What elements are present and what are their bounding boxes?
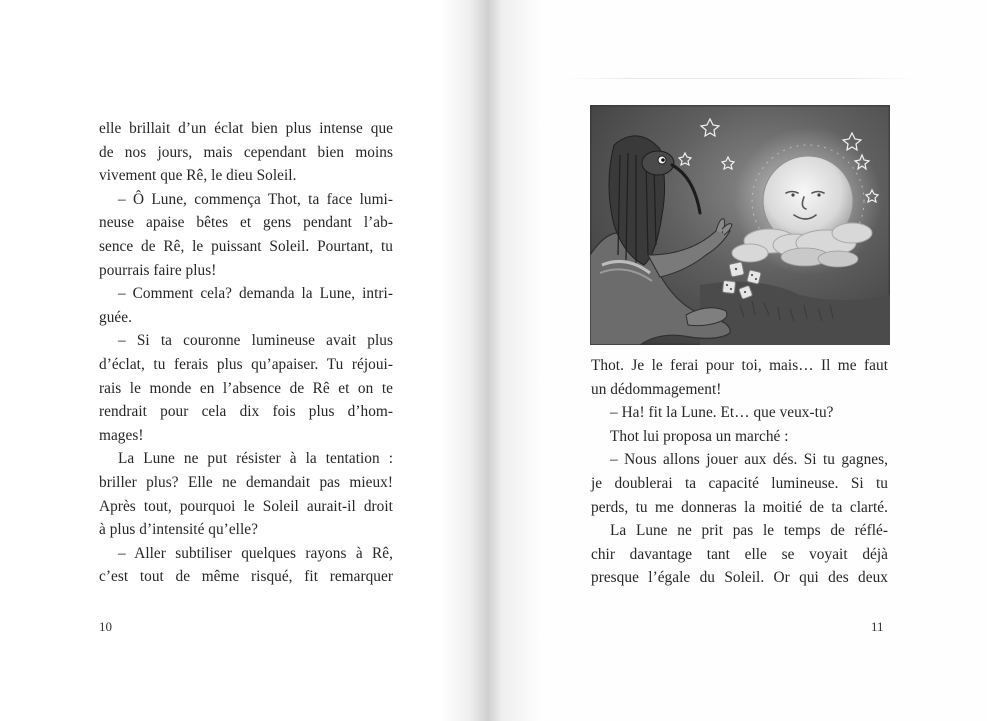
text-line: neuse apaise bêtes et gens pendant l’ab- (99, 214, 393, 232)
text-line: – Si ta couronne lumineuse avait plus (118, 332, 393, 350)
left-page-text (99, 117, 393, 589)
text-line: – Nous allons jouer aux dés. Si tu gagnes, (610, 451, 888, 469)
text-line: chir davantage tant elle se voyait déjà (591, 545, 888, 563)
text-line: à plus d’intensité qu’elle? (99, 521, 258, 539)
text-line: un dédommagement! (591, 380, 722, 398)
text-line: Après tout, pourquoi le Soleil aurait-il droit (99, 497, 393, 515)
right-page-text (591, 354, 888, 590)
text-line: de nos jours, mais cependant bien moins (99, 143, 393, 161)
text-line: Thot. Je le ferai pour toi, mais… Il me faut (591, 357, 888, 374)
text-line: elle brillait d’un éclat bien plus intense que (99, 120, 393, 137)
text-line: guée. (99, 308, 132, 326)
page-edge-rule (563, 78, 918, 79)
text-line: sence de Rê, le puissant Soleil. Pourtant, tu (99, 237, 393, 255)
text-line: d’éclat, tu ferais plus qu’apaiser. Tu réjoui- (99, 355, 393, 373)
text-line: La Lune ne put résister à la tentation : (118, 450, 393, 468)
text-line: pourrais faire plus! (99, 261, 217, 279)
thot-moon-illustration (590, 105, 890, 345)
text-line: je doublerai ta capacité lumineuse. Si tu (591, 474, 888, 492)
page-number-right: 11 (871, 619, 884, 634)
text-line: c’est tout de même risqué, fit remarquer (99, 568, 393, 586)
text-line: – Comment cela? demanda la Lune, intri- (118, 285, 393, 303)
text-line: vivement que Rê, le dieu Soleil. (99, 167, 297, 185)
text-line: Thot lui proposa un marché : (610, 427, 789, 445)
page-number-left: 10 (99, 619, 112, 634)
text-line: – Ô Lune, commença Thot, ta face lumi- (118, 190, 393, 208)
text-line: rendrait pour cela dix fois plus d’hom- (99, 403, 393, 421)
text-line: La Lune ne prit pas le temps de réflé- (610, 522, 888, 540)
text-line: rais le monde en l’absence de Rê et on te (99, 379, 393, 397)
text-line: presque l’égale du Soleil. Or qui des deux (591, 569, 888, 587)
text-line: briller plus? Elle ne demandait pas mieux! (99, 473, 393, 491)
text-line: mages! (99, 426, 144, 444)
text-line: – Aller subtiliser quelques rayons à Rê, (118, 544, 393, 562)
right-page (478, 0, 987, 721)
left-page (0, 0, 478, 721)
text-line: perds, tu me donneras la moitié de ta clarté. (591, 498, 888, 516)
text-line: – Ha! fit la Lune. Et… que veux-tu? (610, 404, 834, 422)
